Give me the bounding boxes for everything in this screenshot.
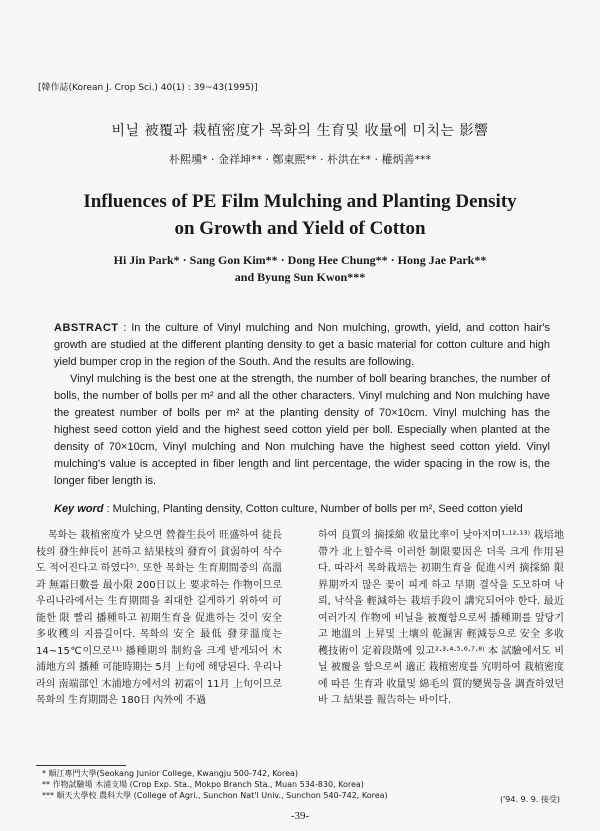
keywords-text: : Mulching, Planting density, Cotton culture, Number of bolls per m², Seed cotton yield	[103, 503, 523, 515]
page-number: -39-	[290, 810, 310, 822]
footnotes	[42, 768, 388, 801]
body-column-left: 목화는 栽植密度가 낮으면 營養生長이 旺盛하여 徒長枝의 發生伸長이 甚하고 結果枝의 發育이 貧弱하여 삭수도 적어진다고 하였다⁵⁾. 또한 목화는 生育期間중의 高溫과 無霜日數를 最小限 200日以上 要求하는 作物이므로 우리나라에서는 生育期間을 최대한 길게하기 위하여 可能한 限 빨리 播種하고 初期生育을 促進하는 것이 安全 多收穫의 지름길이다. 목화의 安全 最低 發芽溫度는 14~15℃이므로¹¹⁾ 播種期의 制約을 크게 받게되어 木浦地方의 播種 可能時期는 5月 上旬에 해당된다. 우리나라의 南端部인 木浦地方에서의 初霜이 11月 上旬이므로 목화의 生育期間은 180日 內外에 不過	[36, 530, 282, 706]
keywords-label: Key word	[54, 503, 104, 515]
received-date: ('94. 9. 9. 接受)	[499, 795, 560, 804]
english-authors	[0, 252, 600, 286]
english-title	[0, 188, 600, 242]
english-authors-line1: Hi Jin Park* · Sang Gon Kim** · Dong Hee Chung** · Hong Jae Park**	[113, 253, 487, 267]
journal-reference: [韓作誌(Korean J. Crop Sci.) 40(1) : 39~43(1995)]	[38, 83, 258, 93]
footnote-3: *** 順天大學校 農科大學 (College of Agri., Sunchon Nat'l Univ., Sunchon 540-742, Korea)	[42, 791, 388, 800]
keywords	[54, 501, 550, 517]
footnote-1: * 順江專門大學(Seokang Junior College, Kwangju 500-742, Korea)	[42, 769, 299, 778]
body-column-right: 하여 良質의 摘採綿 收量比率이 낮아지며¹·¹²·¹³⁾ 栽培地帶가 北上할수록 이러한 制限要因은 더욱 크게 作用된다. 따라서 목화栽培는 初期生育을 促進시켜 摘採綿 限界期까지 많은 꽃이 피게 하고 早期 결삭을 도모하며 낙뢰, 낙삭을 輕減하는 栽培手段이 講究되어야 한다. 最近 여러가지 作物에 비닐을 被覆함으로써 播種期를 앞당기고 地溫의 上昇및 土壤의 乾濕害 輕減등으로 安全 多收穫技術이 定着段階에 있고²·³·⁴·⁵·⁶·⁷·⁸⁾ 本 試驗에서도 비닐 被覆을 함으로써 適正 栽植密度를 究明하여 栽植密度에 따른 生育과 收量및 綿毛의 質的變異등을 調査하였던바 그 結果를 報告하는 바이다.	[318, 530, 565, 706]
korean-title: 비닐 被覆과 栽植密度가 목화의 生育및 收量에 미치는 影響	[111, 123, 489, 139]
english-authors-line2: and Byung Sun Kwon***	[234, 270, 366, 284]
english-title-line2: on Growth and Yield of Cotton	[174, 218, 426, 239]
korean-authors: 朴熙壎* · 金祥坤** · 鄭東熙** · 朴洪在** · 權炳善***	[169, 153, 431, 166]
abstract-para2: Vinyl mulching is the best one at the strength, the number of boll bearing branches, the number of bolls, the number of bolls per m² and all the other characters. Vinyl mulching and Non mulching have the greatest number of bolls per m² at the planting density of 70×10cm. Vinyl mulching has the highest seed cotton yield and the highest seed cotton yield per boll. Especially when planted at the density of 70×10cm, Vinyl mulching and Non mulching have the highest seed cotton yield. Vinyl mulching's value is accepted in fiber length and lint percentage, the wider spacing in the row is, the longer fiber length is.	[54, 373, 550, 487]
english-title-line1: Influences of PE Film Mulching and Planting Density	[83, 191, 517, 212]
abstract-para1: : In the culture of Vinyl mulching and Non mulching, growth, yield, and cotton hair's growth are studied at the different planting density to get a basic material for cotton culture and high yield bumper crop in the region of the South. And the results are following.	[54, 322, 550, 368]
footnote-divider	[36, 765, 126, 766]
abstract-label: ABSTRACT	[54, 322, 119, 334]
abstract	[54, 320, 550, 490]
footnote-2: ** 作物試驗場 木浦支場 (Crop Exp. Sta., Mokpo Branch Sta., Muan 534-830, Korea)	[42, 780, 364, 789]
